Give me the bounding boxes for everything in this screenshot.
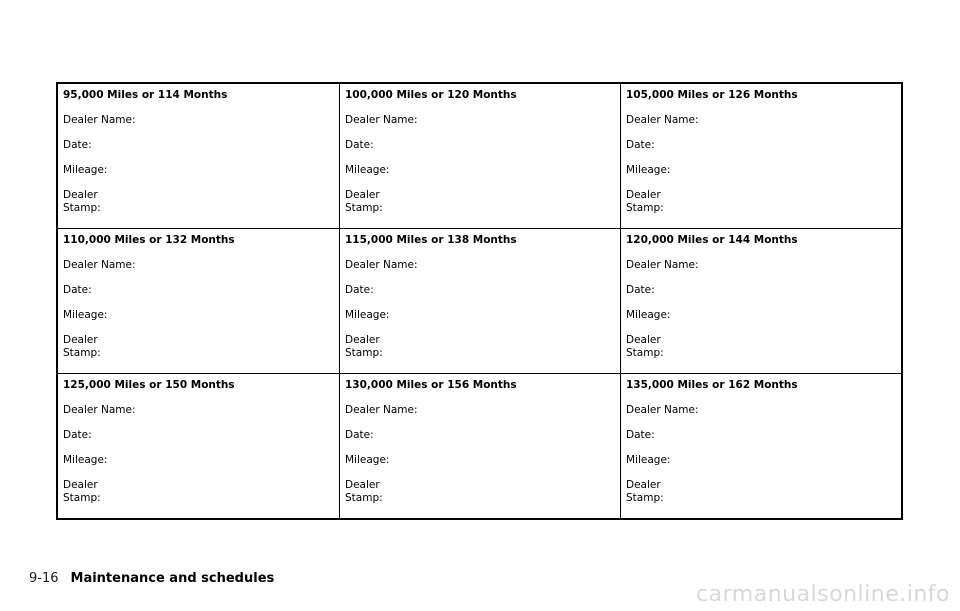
dealer-stamp-line-2: Stamp: xyxy=(626,492,664,504)
interval-heading: 105,000 Miles or 126 Months xyxy=(626,89,798,101)
dealer-stamp-label xyxy=(626,189,686,215)
dealer-stamp-line-1: Dealer xyxy=(63,334,98,346)
dealer-stamp-label xyxy=(626,334,686,360)
dealer-stamp-line-2: Stamp: xyxy=(345,202,383,214)
dealer-name-label: Dealer Name: xyxy=(626,114,699,126)
dealer-name-label: Dealer Name: xyxy=(345,404,418,416)
dealer-stamp-line-2: Stamp: xyxy=(63,202,101,214)
interval-heading: 130,000 Miles or 156 Months xyxy=(345,379,517,391)
dealer-stamp-line-1: Dealer xyxy=(626,479,661,491)
dealer-name-label: Dealer Name: xyxy=(63,114,136,126)
record-cell xyxy=(58,374,340,518)
mileage-label: Mileage: xyxy=(626,309,671,321)
mileage-label: Mileage: xyxy=(626,164,671,176)
record-cell xyxy=(621,84,901,229)
dealer-stamp-label xyxy=(63,189,123,215)
dealer-name-label: Dealer Name: xyxy=(63,404,136,416)
record-cell xyxy=(621,229,901,374)
dealer-stamp-line-1: Dealer xyxy=(63,479,98,491)
page-number: 9-16 xyxy=(29,571,59,586)
dealer-stamp-line-2: Stamp: xyxy=(626,202,664,214)
dealer-name-label: Dealer Name: xyxy=(345,259,418,271)
dealer-stamp-label xyxy=(63,479,123,505)
maintenance-record-table xyxy=(56,82,903,520)
interval-heading: 100,000 Miles or 120 Months xyxy=(345,89,517,101)
mileage-label: Mileage: xyxy=(63,164,108,176)
date-label: Date: xyxy=(63,284,92,296)
interval-heading: 110,000 Miles or 132 Months xyxy=(63,234,235,246)
interval-heading: 135,000 Miles or 162 Months xyxy=(626,379,798,391)
record-cell xyxy=(58,84,340,229)
mileage-label: Mileage: xyxy=(63,309,108,321)
record-cell xyxy=(340,229,621,374)
mileage-label: Mileage: xyxy=(626,454,671,466)
date-label: Date: xyxy=(63,139,92,151)
mileage-label: Mileage: xyxy=(63,454,108,466)
record-cell xyxy=(58,229,340,374)
mileage-label: Mileage: xyxy=(345,454,390,466)
dealer-stamp-line-1: Dealer xyxy=(626,334,661,346)
section-title: Maintenance and schedules xyxy=(70,571,275,586)
record-cell xyxy=(340,374,621,518)
date-label: Date: xyxy=(63,429,92,441)
date-label: Date: xyxy=(345,284,374,296)
dealer-stamp-label xyxy=(626,479,686,505)
page-footer xyxy=(29,571,274,587)
dealer-stamp-line-1: Dealer xyxy=(63,189,98,201)
dealer-stamp-line-2: Stamp: xyxy=(63,347,101,359)
dealer-stamp-line-1: Dealer xyxy=(345,334,380,346)
dealer-stamp-line-2: Stamp: xyxy=(626,347,664,359)
dealer-stamp-label xyxy=(345,189,405,215)
date-label: Date: xyxy=(345,139,374,151)
dealer-name-label: Dealer Name: xyxy=(626,259,699,271)
dealer-stamp-line-1: Dealer xyxy=(626,189,661,201)
dealer-name-label: Dealer Name: xyxy=(626,404,699,416)
dealer-stamp-line-1: Dealer xyxy=(345,479,380,491)
dealer-stamp-label xyxy=(345,479,405,505)
mileage-label: Mileage: xyxy=(345,164,390,176)
interval-heading: 115,000 Miles or 138 Months xyxy=(345,234,517,246)
date-label: Date: xyxy=(626,139,655,151)
interval-heading: 95,000 Miles or 114 Months xyxy=(63,89,228,101)
interval-heading: 120,000 Miles or 144 Months xyxy=(626,234,798,246)
dealer-stamp-label xyxy=(63,334,123,360)
dealer-name-label: Dealer Name: xyxy=(345,114,418,126)
record-cell xyxy=(621,374,901,518)
dealer-stamp-label xyxy=(345,334,405,360)
dealer-stamp-line-2: Stamp: xyxy=(345,347,383,359)
date-label: Date: xyxy=(626,429,655,441)
dealer-name-label: Dealer Name: xyxy=(63,259,136,271)
date-label: Date: xyxy=(345,429,374,441)
record-cell xyxy=(340,84,621,229)
date-label: Date: xyxy=(626,284,655,296)
watermark-text: carmanualsonline.info xyxy=(696,582,950,607)
mileage-label: Mileage: xyxy=(345,309,390,321)
interval-heading: 125,000 Miles or 150 Months xyxy=(63,379,235,391)
dealer-stamp-line-2: Stamp: xyxy=(345,492,383,504)
dealer-stamp-line-1: Dealer xyxy=(345,189,380,201)
dealer-stamp-line-2: Stamp: xyxy=(63,492,101,504)
